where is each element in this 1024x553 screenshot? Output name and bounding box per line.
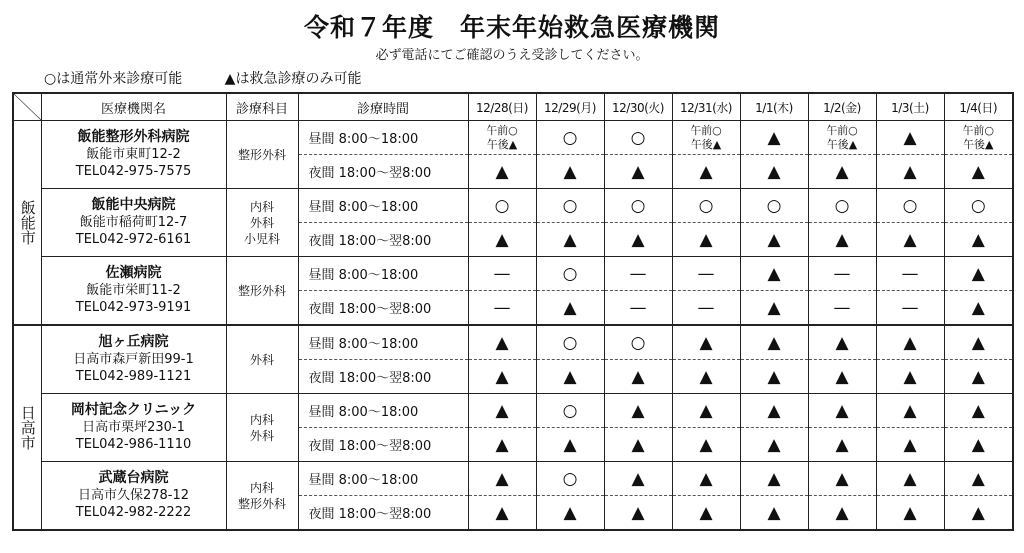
status-mark: ▲ (563, 297, 577, 318)
status-cell (604, 155, 672, 189)
status-mark: ▲ (971, 297, 985, 318)
status-mark: ▲ (767, 400, 781, 421)
table-row (13, 325, 1013, 360)
hospital-name: 岡村記念クリニック (70, 402, 197, 418)
status-cell (944, 257, 1013, 291)
status-cell (944, 155, 1013, 189)
status-mark: ○ (562, 332, 578, 353)
status-cell (604, 325, 672, 360)
hospital-phone: TEL042-973-9191 (75, 300, 192, 315)
city-cell (13, 121, 41, 326)
legend-triangle: ▲は救急診療のみ可能 (224, 71, 362, 87)
status-mark: ▲ (835, 229, 849, 250)
status-cell (876, 462, 944, 496)
department-cell (226, 394, 298, 462)
page-subtitle: 必ず電話にてご確認のうえ受診してください。 (375, 48, 649, 63)
table-row (13, 189, 1013, 223)
status-cell (536, 394, 604, 428)
status-cell (468, 394, 536, 428)
hospital-cell (41, 189, 226, 257)
status-mark: ▲ (699, 468, 713, 489)
status-cell (468, 428, 536, 462)
status-mark: ○ (698, 195, 714, 216)
status-mark: ▲ (903, 366, 917, 387)
schedule-body (13, 121, 1013, 531)
status-mark: ▲ (495, 332, 509, 353)
status-mark: ▲ (971, 229, 985, 250)
status-cell (536, 257, 604, 291)
status-mark: — (493, 263, 511, 284)
night-hours-label: 夜間 18:00～翌8:00 (298, 360, 468, 394)
status-cell (672, 462, 740, 496)
status-mark: ○ (562, 263, 578, 284)
department-cell (226, 189, 298, 257)
status-cell (536, 291, 604, 326)
status-mark: ▲ (563, 366, 577, 387)
status-cell (672, 257, 740, 291)
status-split: 午前○ (486, 123, 518, 137)
status-cell (536, 428, 604, 462)
status-split: 午前○ (826, 123, 858, 137)
status-cell (604, 462, 672, 496)
status-mark: ▲ (971, 434, 985, 455)
status-cell (876, 325, 944, 360)
department-text: 整形外科 (237, 147, 286, 162)
hospital-phone: TEL042-975-7575 (75, 164, 192, 179)
department-text: 内科 外科 (249, 412, 274, 443)
hospital-address: 飯能市栄町11-2 (86, 283, 181, 298)
status-cell (672, 223, 740, 257)
status-mark: ▲ (767, 366, 781, 387)
status-cell (672, 189, 740, 223)
status-mark: ○ (494, 195, 510, 216)
status-cell (944, 291, 1013, 326)
status-cell (808, 257, 876, 291)
header-hours: 診療時間 (298, 93, 468, 121)
status-cell (740, 189, 808, 223)
status-cell (808, 325, 876, 360)
status-mark: ▲ (631, 161, 645, 182)
header-date: 1/3(土) (876, 93, 944, 121)
status-cell (468, 360, 536, 394)
status-cell (468, 325, 536, 360)
status-mark: ▲ (699, 434, 713, 455)
status-mark: ▲ (699, 332, 713, 353)
status-cell (672, 325, 740, 360)
header-date: 12/30(火) (604, 93, 672, 121)
night-hours-label: 夜間 18:00～翌8:00 (298, 223, 468, 257)
department-text: 内科 外科 小児科 (243, 199, 280, 246)
status-mark: ▲ (971, 400, 985, 421)
night-hours-label: 夜間 18:00～翌8:00 (298, 428, 468, 462)
status-mark: ▲ (699, 400, 713, 421)
status-cell (808, 189, 876, 223)
status-mark: ▲ (495, 366, 509, 387)
status-cell (536, 360, 604, 394)
header-dept: 診療科目 (226, 93, 298, 121)
night-hours-label: 夜間 18:00～翌8:00 (298, 496, 468, 531)
status-cell (604, 189, 672, 223)
hospital-name: 旭ヶ丘病院 (98, 334, 169, 350)
status-cell (876, 257, 944, 291)
status-mark: ▲ (835, 366, 849, 387)
status-mark: ▲ (631, 502, 645, 523)
status-mark: ▲ (563, 229, 577, 250)
status-split: 午前○ (690, 123, 722, 137)
status-cell (808, 291, 876, 326)
status-cell (740, 325, 808, 360)
status-mark: ▲ (699, 229, 713, 250)
status-cell (740, 257, 808, 291)
status-mark: ▲ (631, 229, 645, 250)
status-cell (876, 360, 944, 394)
status-cell (536, 496, 604, 531)
status-cell (876, 155, 944, 189)
status-cell (672, 155, 740, 189)
status-mark: ○ (562, 400, 578, 421)
table-row (13, 257, 1013, 291)
city-name: 日高市 (18, 405, 37, 450)
status-mark: ▲ (699, 161, 713, 182)
city-cell (13, 325, 41, 530)
status-mark: ▲ (495, 229, 509, 250)
status-mark: ▲ (767, 468, 781, 489)
hospital-address: 飯能市東町12-2 (86, 147, 181, 162)
status-mark: — (629, 297, 647, 318)
status-cell (604, 257, 672, 291)
status-mark: ▲ (835, 502, 849, 523)
status-mark: ○ (970, 195, 986, 216)
hospital-address: 飯能市稲荷町12-7 (79, 215, 188, 230)
status-mark: ▲ (767, 502, 781, 523)
table-row (13, 462, 1013, 496)
status-mark: ▲ (971, 332, 985, 353)
status-cell (468, 257, 536, 291)
status-cell (944, 428, 1013, 462)
status-cell (944, 325, 1013, 360)
status-cell (808, 121, 876, 155)
hospital-address: 日高市栗坪230-1 (82, 420, 185, 435)
hospital-cell (41, 121, 226, 189)
corner-cell (13, 93, 41, 121)
hospital-name: 武蔵台病院 (98, 470, 169, 486)
hospital-phone: TEL042-972-6161 (75, 232, 192, 247)
status-cell (536, 223, 604, 257)
status-cell (672, 496, 740, 531)
status-cell (468, 496, 536, 531)
status-cell (808, 496, 876, 531)
header-row (13, 93, 1013, 121)
status-cell (944, 223, 1013, 257)
status-mark: — (833, 263, 851, 284)
status-mark: — (697, 297, 715, 318)
status-cell (740, 428, 808, 462)
status-mark: ▲ (495, 502, 509, 523)
header-date: 12/31(水) (672, 93, 740, 121)
department-cell (226, 325, 298, 394)
status-cell (604, 394, 672, 428)
status-mark: ▲ (563, 161, 577, 182)
status-cell (876, 121, 944, 155)
status-mark: ▲ (767, 434, 781, 455)
status-mark: ▲ (495, 468, 509, 489)
day-hours-label: 昼間 8:00～18:00 (298, 189, 468, 223)
status-split: 午後▲ (826, 137, 858, 151)
status-cell (536, 155, 604, 189)
status-cell (808, 428, 876, 462)
status-mark: — (901, 263, 919, 284)
day-hours-label: 昼間 8:00～18:00 (298, 325, 468, 360)
status-mark: ▲ (631, 366, 645, 387)
status-mark: ▲ (903, 468, 917, 489)
department-text: 内科 整形外科 (237, 480, 286, 511)
status-mark: ▲ (835, 468, 849, 489)
status-cell (468, 121, 536, 155)
status-cell (604, 496, 672, 531)
day-hours-label: 昼間 8:00～18:00 (298, 394, 468, 428)
status-mark: ▲ (495, 400, 509, 421)
status-mark: ▲ (903, 400, 917, 421)
status-mark: ▲ (767, 229, 781, 250)
department-text: 外科 (249, 352, 274, 367)
table-row (13, 121, 1013, 155)
status-mark: — (901, 297, 919, 318)
status-mark: ▲ (835, 332, 849, 353)
status-mark: ▲ (495, 434, 509, 455)
status-cell (604, 360, 672, 394)
status-mark: ○ (630, 195, 646, 216)
status-cell (944, 360, 1013, 394)
status-split: 午後▲ (486, 137, 518, 151)
header-date: 1/4(日) (944, 93, 1013, 121)
status-cell (672, 360, 740, 394)
status-mark: — (629, 263, 647, 284)
status-cell (468, 462, 536, 496)
hospital-name: 飯能中央病院 (91, 197, 176, 213)
legend-circle: ○は通常外来診療可能 (44, 71, 183, 87)
header-date: 1/1(木) (740, 93, 808, 121)
status-cell (944, 189, 1013, 223)
status-cell (672, 428, 740, 462)
status-cell (740, 462, 808, 496)
status-cell (604, 291, 672, 326)
status-cell (536, 462, 604, 496)
status-cell (672, 291, 740, 326)
status-mark: ▲ (971, 468, 985, 489)
status-cell (808, 155, 876, 189)
status-mark: ▲ (699, 366, 713, 387)
city-name: 飯能市 (18, 200, 37, 245)
status-mark: ▲ (835, 400, 849, 421)
hospital-phone: TEL042-986-1110 (75, 437, 192, 452)
status-mark: ▲ (767, 297, 781, 318)
status-cell (740, 360, 808, 394)
day-hours-label: 昼間 8:00～18:00 (298, 121, 468, 155)
status-mark: ▲ (767, 161, 781, 182)
department-text: 整形外科 (237, 283, 286, 298)
status-cell (944, 462, 1013, 496)
status-cell (876, 291, 944, 326)
status-cell (808, 360, 876, 394)
day-hours-label: 昼間 8:00～18:00 (298, 462, 468, 496)
hospital-cell (41, 462, 226, 531)
status-mark: ▲ (903, 502, 917, 523)
status-mark: ○ (766, 195, 782, 216)
hospital-cell (41, 394, 226, 462)
header-date: 12/29(月) (536, 93, 604, 121)
status-mark: ▲ (495, 161, 509, 182)
status-mark: — (833, 297, 851, 318)
hospital-name: 佐瀬病院 (105, 265, 162, 281)
status-cell (876, 428, 944, 462)
status-mark: — (697, 263, 715, 284)
department-cell (226, 257, 298, 326)
status-cell (468, 189, 536, 223)
status-cell (468, 291, 536, 326)
hospital-phone: TEL042-982-2222 (75, 505, 192, 520)
status-mark: ▲ (767, 332, 781, 353)
status-mark: ▲ (563, 502, 577, 523)
night-hours-label: 夜間 18:00～翌8:00 (298, 291, 468, 326)
department-cell (226, 462, 298, 531)
status-cell (944, 496, 1013, 531)
page-title: 令和７年度 年末年始救急医療機関 (303, 13, 720, 42)
status-mark: ▲ (903, 161, 917, 182)
status-cell (672, 394, 740, 428)
status-mark: ▲ (767, 127, 781, 148)
status-cell (468, 223, 536, 257)
status-mark: — (493, 297, 511, 318)
status-split: 午後▲ (963, 137, 994, 151)
department-cell (226, 121, 298, 189)
status-mark: ▲ (971, 502, 985, 523)
status-cell (808, 223, 876, 257)
status-mark: ▲ (971, 161, 985, 182)
hospital-name: 飯能整形外科病院 (77, 129, 190, 145)
status-cell (876, 496, 944, 531)
status-cell (672, 121, 740, 155)
status-mark: ▲ (903, 229, 917, 250)
status-mark: ▲ (903, 434, 917, 455)
status-cell (536, 325, 604, 360)
status-cell (740, 223, 808, 257)
status-mark: ▲ (631, 468, 645, 489)
status-mark: ▲ (835, 161, 849, 182)
status-mark: ○ (630, 332, 646, 353)
status-cell (808, 394, 876, 428)
status-mark: ○ (562, 127, 578, 148)
status-mark: ○ (630, 127, 646, 148)
status-mark: ▲ (971, 263, 985, 284)
status-cell (740, 394, 808, 428)
status-mark: ▲ (631, 434, 645, 455)
status-cell (468, 155, 536, 189)
status-cell (740, 496, 808, 531)
day-hours-label: 昼間 8:00～18:00 (298, 257, 468, 291)
header-hospital: 医療機関名 (41, 93, 226, 121)
status-split: 午前○ (962, 123, 995, 137)
legend (44, 68, 399, 88)
schedule-table (12, 92, 1014, 531)
status-mark: ○ (902, 195, 918, 216)
status-cell (740, 121, 808, 155)
night-hours-label: 夜間 18:00～翌8:00 (298, 155, 468, 189)
status-cell (876, 223, 944, 257)
status-cell (944, 121, 1013, 155)
status-split: 午後▲ (690, 137, 722, 151)
status-mark: ▲ (699, 502, 713, 523)
status-mark: ○ (834, 195, 850, 216)
hospital-address: 日高市森戸新田99-1 (73, 352, 194, 367)
status-mark: ▲ (971, 366, 985, 387)
status-mark: ▲ (835, 434, 849, 455)
status-cell (604, 121, 672, 155)
header-date: 1/2(金) (808, 93, 876, 121)
status-cell (536, 189, 604, 223)
status-cell (808, 462, 876, 496)
status-cell (740, 291, 808, 326)
status-cell (876, 189, 944, 223)
status-mark: ○ (562, 195, 578, 216)
hospital-cell (41, 325, 226, 394)
status-cell (740, 155, 808, 189)
hospital-address: 日高市久保278-12 (77, 488, 190, 503)
status-mark: ▲ (903, 127, 917, 148)
status-mark: ▲ (903, 332, 917, 353)
hospital-phone: TEL042-989-1121 (75, 369, 192, 384)
status-mark: ▲ (563, 434, 577, 455)
status-cell (944, 394, 1013, 428)
status-mark: ○ (562, 468, 578, 489)
status-cell (536, 121, 604, 155)
status-cell (604, 428, 672, 462)
hospital-cell (41, 257, 226, 326)
header-date: 12/28(日) (468, 93, 536, 121)
table-row (13, 394, 1013, 428)
status-mark: ▲ (767, 263, 781, 284)
status-cell (604, 223, 672, 257)
status-mark: ▲ (631, 400, 645, 421)
status-cell (876, 394, 944, 428)
